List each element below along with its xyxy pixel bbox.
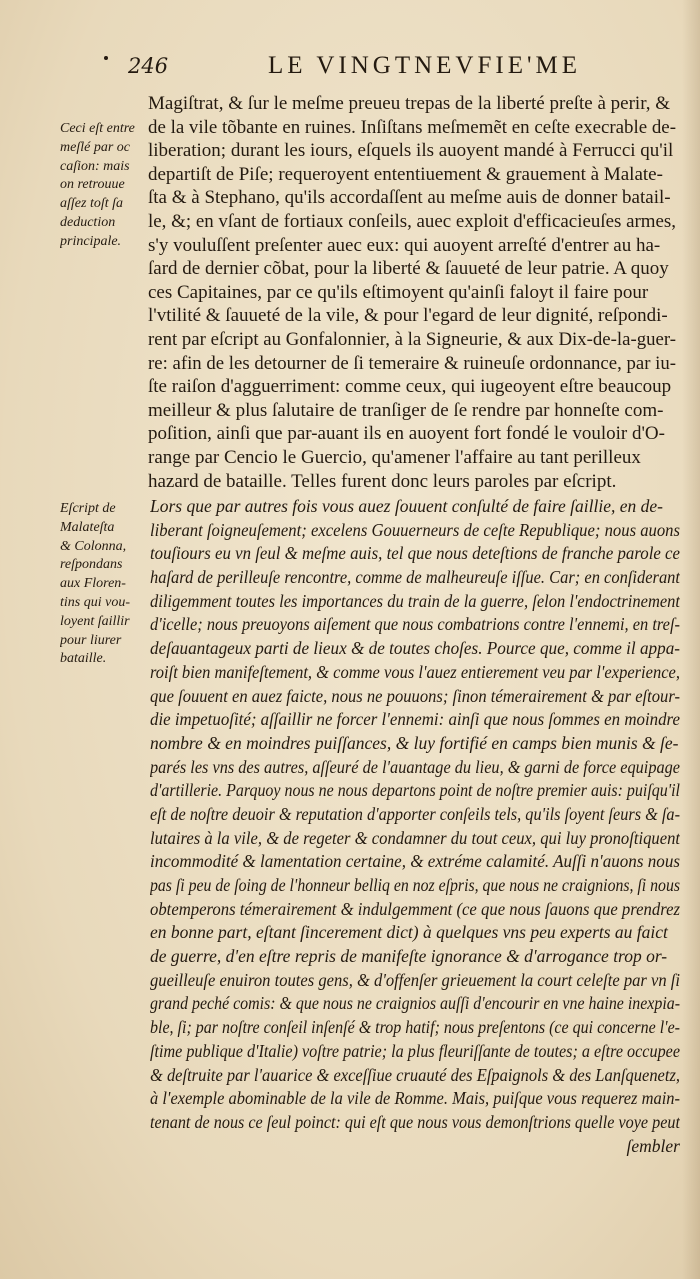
letter-line: deſauantageux parti de lieux & de toutes choſes. Pource que, comme il appa- xyxy=(150,638,680,659)
note-line: tins qui vou- xyxy=(60,594,130,610)
text-line: meilleur & plus ſalutaire de tranſiger de ſe rendre par honneſte com- xyxy=(148,399,664,421)
letter-line: grand peché comis: & que nous ne craignios auſſi d'encourir en vne haine inexpia- xyxy=(150,993,680,1014)
note-line: Malateſta xyxy=(60,519,115,535)
text-line: range par Cencio le Guercio, qu'amener l'affaire au tant perilleux xyxy=(148,446,641,468)
note-line: aux Floren- xyxy=(60,576,126,592)
note-line: principale. xyxy=(60,233,122,249)
letter-line: eſt de noſtre deuoir & reputation d'apporter conſeils tels, qu'ils ſoyent ſeurs & ſa- xyxy=(150,803,680,824)
text-line: ces Capitaines, par ce qu'ils eſtimoyent qu'ainſi faloyt il faire pour xyxy=(148,281,649,303)
letter-line: Lors que par autres fois vous auez ſouuent conſulté de faire ſaillie, en de- xyxy=(150,496,663,516)
note-line: Ceci eſt entre xyxy=(60,121,135,136)
letter-line: en bonne part, eſtant ſincerement dict) à quelques vns peu experts au faict xyxy=(150,922,668,943)
letter-line: liberant ſoigneuſement; excelens Gouuerneurs de ceſte Republique; nous auons xyxy=(150,519,680,540)
letter-line: ble, ſi; par noſtre conſeil inſenſé & trop hatif; nous preſentons (ce qui concerne l'e- xyxy=(150,1017,680,1038)
text-line: le, &; en vſant de fortiaux conſeils, auec exploit d'efficacieuſes armes, xyxy=(148,210,676,232)
text-line: rent par eſcript au Gonfalonnier, à la Signeurie, & aux Dix-de-la-guer- xyxy=(148,328,676,350)
letter-line: d'artillerie. Parquoy nous ne nous departons point de noſtre premier auis: puiſqu'il xyxy=(150,780,680,801)
running-title: LE VINGTNEVFIE'ME xyxy=(268,52,581,79)
letter-line: nombre & en moindres puiſſances, & luy fortifié en camps bien munis & ſe- xyxy=(150,732,679,753)
note-line: pour liurer xyxy=(60,632,122,648)
letter-line: touſiours eu vn ſeul & meſme auis, tel que nous deteſtions de franche parole ce xyxy=(150,543,680,564)
text-line: ſard de dernier cõbat, pour la liberté & ſauueté de leur patrie. A quoy xyxy=(148,258,669,280)
note-line: meſlé par oc xyxy=(60,139,130,155)
letter-line: tenant de nous ce ſeul poinct: qui eſt que nous vous demonſtrions quelle voye peut xyxy=(150,1111,680,1132)
letter-line: roiſt bien manifeſtement, & comme vous l'auez entierement veu par l'experience, xyxy=(150,661,680,682)
letter-line: lutaires à la vile, & de regeter & condamner du tout ceux, qui luy pronoſtiquent xyxy=(150,827,680,848)
text-line: departiſt de Piſe; requeroyent ententiuement & grauement à Malate- xyxy=(148,163,663,185)
note-line: Eſcript de xyxy=(60,501,116,516)
text-line: re: afin de les detourner de ſi temeraire & ruineuſe ordonnance, par iu- xyxy=(148,352,676,374)
note-line: caſion: mais xyxy=(60,158,130,174)
text-line: hazard de bataille. Telles furent donc leurs paroles par eſcript. xyxy=(148,470,617,492)
text-line: Magiſtrat, & ſur le meſme preueu trepas de la liberté preſte à perir, & xyxy=(148,93,671,114)
page-gutter-shadow xyxy=(682,0,700,1279)
text-line: liberation; durant les iours, eſquels ils auoyent mandé à Ferrucci qu'il xyxy=(148,140,674,162)
letter-line: de guerre, d'en eſtre repris de manifeſte ignorance & d'arrogance trop or- xyxy=(150,946,668,967)
letter-line: ſtime publique d'Italie) voſtre patrie; la plus fleuriſſante de toutes; a eſtre occupee xyxy=(150,1040,680,1061)
note-line: loyent ſaillir xyxy=(60,613,130,629)
note-line: bataille. xyxy=(60,651,107,667)
text-line: de la vile tõbante en ruines. Inſiſtans meſmemẽt en ceſte execrable de- xyxy=(148,116,676,138)
letter-line: obtemperons témerairement & indulgemment (ce que nous ſauons que prendrez xyxy=(150,898,680,919)
text-line: s'y vouluſſent preſenter auec eux: qui auoyent arreſté d'entrer au ha- xyxy=(148,234,661,256)
letter-line: diligemment toutes les importances du train de la guerre, ſelon l'endoctrinement xyxy=(150,590,680,611)
letter-line: gueilleuſe enuiron toutes gens, & d'offenſer grieuement la court celeſte par vn ſi xyxy=(150,969,680,990)
letter-line: & deſtruite par l'auarice & exceſſiue cruauté des Eſpaignols & des Lanſquenetz, xyxy=(150,1064,680,1085)
letter-line: haſard de perilleuſe rencontre, comme de malheureuſe iſſue. Car; en conſiderant xyxy=(150,567,680,588)
letter-text-block xyxy=(150,495,680,1158)
text-line: ſta & à Stephano, qu'ils accordaſſent au meſme auis de donner batail- xyxy=(148,187,671,209)
letter-line: que ſouuent en auez faicte, nous ne pouuons; ſinon témerairement & par eſtour- xyxy=(150,685,680,706)
text-line: ſte raiſon d'agguerriment: comme ceux, qui iugeoyent eſtre beaucoup xyxy=(148,376,672,398)
letter-line: die impetuoſité; aſſaillir ne forcer l'ennemi: ainſi que nous ſommes en moindre xyxy=(150,709,680,730)
page-number: 246 xyxy=(128,54,169,78)
margin-note-2 xyxy=(60,500,146,669)
letter-line: à l'exemple abominable de la vile de Romme. Mais, puiſque vous requerez main- xyxy=(150,1088,680,1109)
text-line: poſition, ainſi que par-auant ils en auoyent fort fondé le vouloir d'O- xyxy=(148,423,665,445)
note-line: aſſez toſt ſa xyxy=(60,196,123,212)
note-line: reſpondans xyxy=(60,557,123,573)
letter-line: ſembler xyxy=(626,1135,680,1156)
letter-line: incommodité & lamentation certaine, & extréme calamité. Auſſi n'auons nous xyxy=(150,851,680,872)
main-text-block xyxy=(148,92,676,493)
page-header xyxy=(108,52,668,86)
note-line: deduction xyxy=(60,214,116,230)
letter-line: parés les vns des autres, aſſeuré de l'auantage du lieu, & garni de force equipage xyxy=(150,756,680,777)
letter-line: pas ſi peu de ſoing de l'honneur belliq en noz eſpris, que nous ne craignions, ſi nous xyxy=(150,875,680,895)
text-line: l'vtilité & ſauueté de la vile, & pour l'egard de leur dignité, reſpondi- xyxy=(148,305,668,327)
note-line: & Colonna, xyxy=(60,538,127,554)
letter-line: d'icelle; nous preuoyons aiſement que nous combatrions contre l'ennemi, en treſ- xyxy=(150,614,680,635)
margin-note-1 xyxy=(60,120,146,252)
note-line: on retrouue xyxy=(60,177,125,193)
